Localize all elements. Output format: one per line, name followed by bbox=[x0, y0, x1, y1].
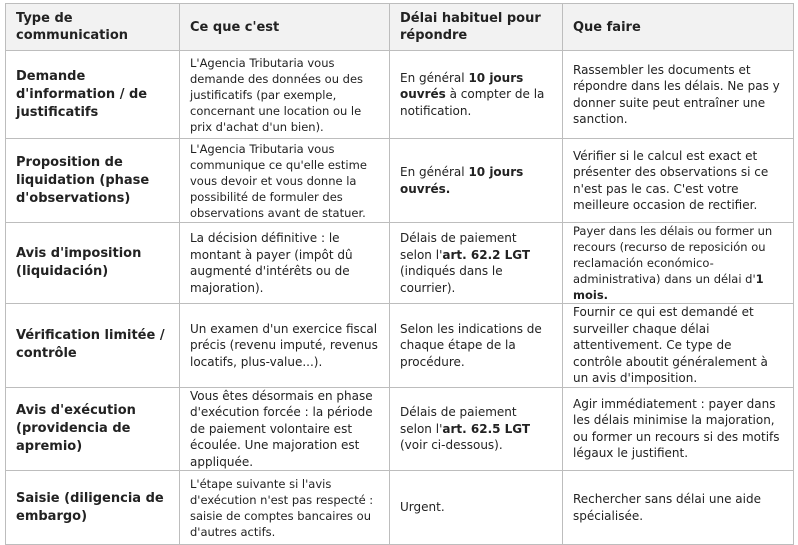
cell-todo bbox=[563, 139, 794, 223]
cell-todo bbox=[563, 51, 794, 139]
table-row bbox=[6, 304, 794, 388]
cell-type: Avis d'imposition (liquidación) bbox=[6, 223, 180, 304]
delay-bold: art. 62.2 LGT bbox=[442, 247, 531, 262]
todo-text: Payer dans les délais ou former un recours (recurso de reposición ou reclamación económico-administrativa) dans un délai d' bbox=[573, 224, 773, 286]
cell-what: Un examen d'un exercice fiscal précis (revenu imputé, revenus locatifs, plus-value...). bbox=[180, 304, 390, 388]
todo-text: Rechercher sans délai une aide spécialisée. bbox=[573, 492, 761, 523]
delay-text: (indiqués dans le courrier). bbox=[400, 264, 503, 295]
cell-what: L'Agencia Tributaria vous demande des données ou des justificatifs (par exemple, concernant une location ou le prix d'achat d'un bien). bbox=[180, 51, 390, 139]
cell-type: Avis d'exécution (providencia de apremio) bbox=[6, 387, 180, 471]
delay-bold: art. 62.5 LGT bbox=[442, 421, 531, 436]
delay-text: En général bbox=[400, 165, 469, 179]
delay-text: En général bbox=[400, 70, 469, 85]
cell-what: L'étape suivante si l'avis d'exécution n'est pas respecté : saisie de comptes bancaires ou d'autres actifs. bbox=[180, 471, 390, 545]
cell-delay bbox=[390, 51, 563, 139]
header-todo: Que faire bbox=[563, 4, 794, 51]
table-row bbox=[6, 51, 794, 139]
header-delay: Délai habituel pour répondre bbox=[390, 4, 563, 51]
cell-delay bbox=[390, 139, 563, 223]
header-row bbox=[6, 4, 794, 51]
cell-what: L'Agencia Tributaria vous communique ce qu'elle estime vous devoir et vous donne la possibilité de formuler des observations avant de statuer. bbox=[180, 139, 390, 223]
cell-todo bbox=[563, 223, 794, 304]
cell-todo bbox=[563, 471, 794, 545]
cell-delay bbox=[390, 223, 563, 304]
delay-text: Urgent. bbox=[400, 500, 445, 515]
delay-bold: 10 jours ouvrés. bbox=[400, 165, 524, 196]
table-row bbox=[6, 139, 794, 223]
table-row bbox=[6, 387, 794, 471]
cell-type: Saisie (diligencia de embargo) bbox=[6, 471, 180, 545]
todo-bold: 1 mois. bbox=[573, 272, 764, 302]
delay-text: Délais de paiement selon l' bbox=[400, 405, 517, 436]
cell-type: Demande d'information / de justificatifs bbox=[6, 51, 180, 139]
cell-type: Proposition de liquidation (phase d'observations) bbox=[6, 139, 180, 223]
todo-text: Agir immédiatement : payer dans les délais minimise la majoration, ou former un recours si des motifs légaux le justifient. bbox=[573, 396, 780, 461]
todo-text: Rassembler les documents et répondre dans les délais. Ne pas y donner suite peut entraîner une sanction. bbox=[573, 62, 780, 126]
cell-what: Vous êtes désormais en phase d'exécution forcée : la période de paiement volontaire est écoulée. Une majoration est appliquée. bbox=[180, 387, 390, 471]
todo-text: Vérifier si le calcul est exact et présenter des observations si ce n'est pas le cas. C'est votre meilleure occasion de rectifier. bbox=[573, 148, 769, 212]
cell-type: Vérification limitée / contrôle bbox=[6, 304, 180, 388]
header-what: Ce que c'est bbox=[180, 4, 390, 51]
delay-text: Selon les indications de chaque étape de la procédure. bbox=[400, 321, 542, 369]
delay-text: (voir ci-dessous). bbox=[400, 438, 503, 452]
cell-todo bbox=[563, 387, 794, 471]
cell-what: La décision définitive : le montant à payer (impôt dû augmenté d'intérêts ou de majoration). bbox=[180, 223, 390, 304]
communications-table bbox=[5, 3, 794, 545]
cell-delay bbox=[390, 304, 563, 388]
cell-todo bbox=[563, 304, 794, 388]
header-type: Type de communication bbox=[6, 4, 180, 51]
delay-text: à compter de la notification. bbox=[400, 87, 545, 118]
delay-text: Délais de paiement selon l' bbox=[400, 231, 517, 262]
cell-delay bbox=[390, 387, 563, 471]
todo-text: Fournir ce qui est demandé et surveiller chaque délai attentivement. Ce type de contrôle aboutit généralement à un avis d'imposition. bbox=[573, 305, 768, 385]
delay-bold: 10 jours ouvrés bbox=[400, 70, 524, 102]
table-row bbox=[6, 223, 794, 304]
table-row bbox=[6, 471, 794, 545]
cell-delay bbox=[390, 471, 563, 545]
